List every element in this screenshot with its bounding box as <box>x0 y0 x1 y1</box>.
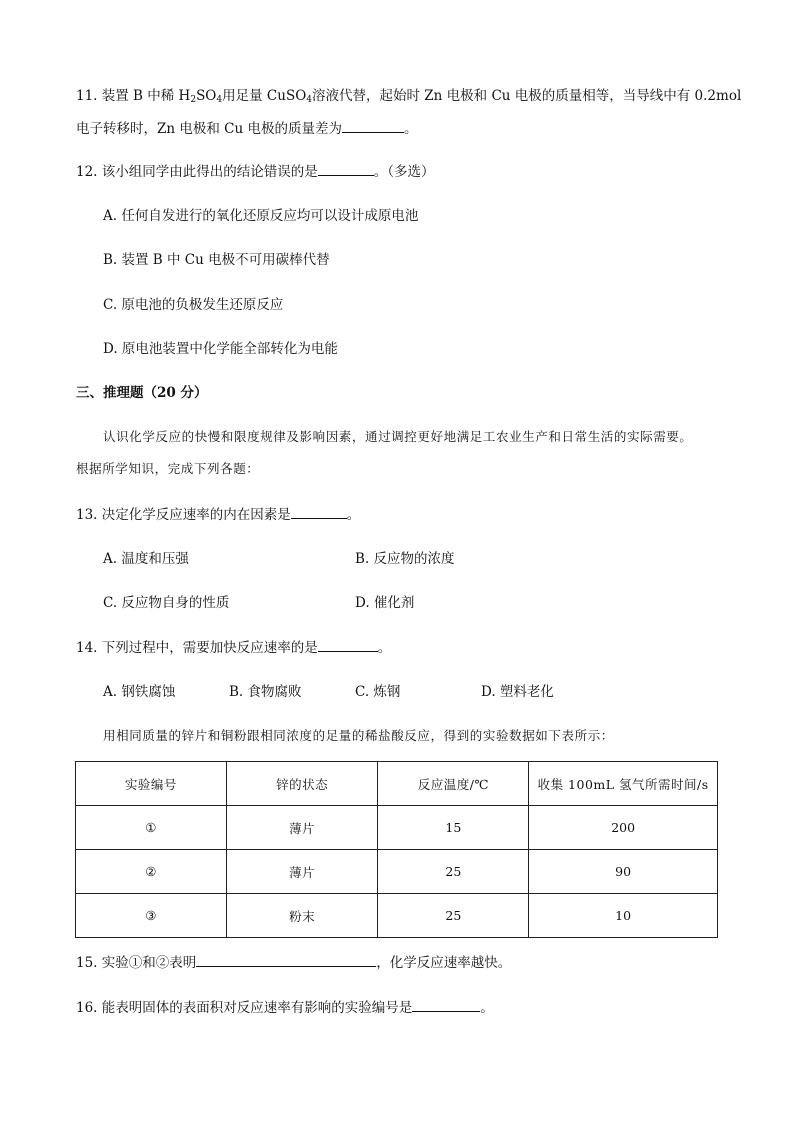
q13-option-d: D. 催化剂 <box>355 595 415 611</box>
table-cell: 90 <box>529 850 718 894</box>
q14-option-a: A. 钢铁腐蚀 <box>103 684 176 700</box>
table-row <box>76 894 718 938</box>
table-header-row <box>76 762 718 806</box>
answer-blank[interactable] <box>318 161 374 176</box>
q14-option-c: C. 炼钢 <box>355 684 401 700</box>
section-intro-1: 认识化学反应的快慢和限度规律及影响因素，通过调控更好地满足工农业生产和日常生活的实际需要。 <box>103 429 693 444</box>
q12-option-c: C. 原电池的负极发生还原反应 <box>103 297 284 313</box>
experiment-table <box>75 761 718 938</box>
q11-line-2: 电子转移时，Zn 电极和 Cu 电极的质量差为 。 <box>76 117 417 137</box>
experiment-intro: 用相同质量的锌片和铜粉跟相同浓度的足量的稀盐酸反应，得到的实验数据如下表所示： <box>103 728 614 743</box>
table-header: 收集 100mL 氢气所需时间/s <box>529 762 718 806</box>
table-cell: 薄片 <box>226 850 378 894</box>
q12-option-d: D. 原电池装置中化学能全部转化为电能 <box>103 341 338 357</box>
table-row <box>76 806 718 850</box>
answer-blank[interactable] <box>342 118 404 133</box>
q11-line-1: 11. 装置 B 中稀 $H_2SO_4$用足量 CuSO$_4$溶液代替，起始时 Zn 电极和 Cu 电极的质量相等，当导线中有 0.2mol <box>76 88 742 105</box>
table-cell: 200 <box>529 806 718 850</box>
table-cell: 粉末 <box>226 894 378 938</box>
q13-option-a: A. 温度和压强 <box>103 551 189 567</box>
answer-blank[interactable] <box>196 952 376 967</box>
table-cell: 25 <box>378 894 529 938</box>
table-row <box>76 850 718 894</box>
q15-stem: 15. 实验①和②表明 ，化学反应速率越快。 <box>76 951 511 971</box>
table-cell: 25 <box>378 850 529 894</box>
q13-option-b: B. 反应物的浓度 <box>355 551 455 567</box>
q14-stem: 14. 下列过程中，需要加快反应速率的是 。 <box>76 636 391 656</box>
q13-option-c: C. 反应物自身的性质 <box>103 595 230 611</box>
q14-option-b: B. 食物腐败 <box>229 684 302 700</box>
table-cell: 薄片 <box>226 806 378 850</box>
q16-stem: 16. 能表明固体的表面积对反应速率有影响的实验编号是 。 <box>76 996 494 1016</box>
answer-blank[interactable] <box>318 637 378 652</box>
table-cell: 15 <box>378 806 529 850</box>
table-cell: ② <box>76 850 227 894</box>
table-cell: ③ <box>76 894 227 938</box>
section-title: 三、推理题（20 分） <box>76 385 208 401</box>
table-header: 反应温度/℃ <box>378 762 529 806</box>
answer-blank[interactable] <box>412 997 480 1012</box>
table-cell: 10 <box>529 894 718 938</box>
answer-blank[interactable] <box>291 504 347 519</box>
q12-stem: 12. 该小组同学由此得出的结论错误的是 。（多选） <box>76 160 435 180</box>
q14-option-d: D. 塑料老化 <box>481 684 554 700</box>
table-cell: ① <box>76 806 227 850</box>
q12-option-a: A. 任何自发进行的氧化还原反应均可以设计成原电池 <box>103 208 419 224</box>
q12-option-b: B. 装置 B 中 Cu 电极不可用碳棒代替 <box>103 252 330 268</box>
table-header: 锌的状态 <box>226 762 378 806</box>
section-intro-2: 根据所学知识，完成下列各题： <box>76 461 260 476</box>
table-header: 实验编号 <box>76 762 227 806</box>
q13-stem: 13. 决定化学反应速率的内在因素是 。 <box>76 503 360 523</box>
